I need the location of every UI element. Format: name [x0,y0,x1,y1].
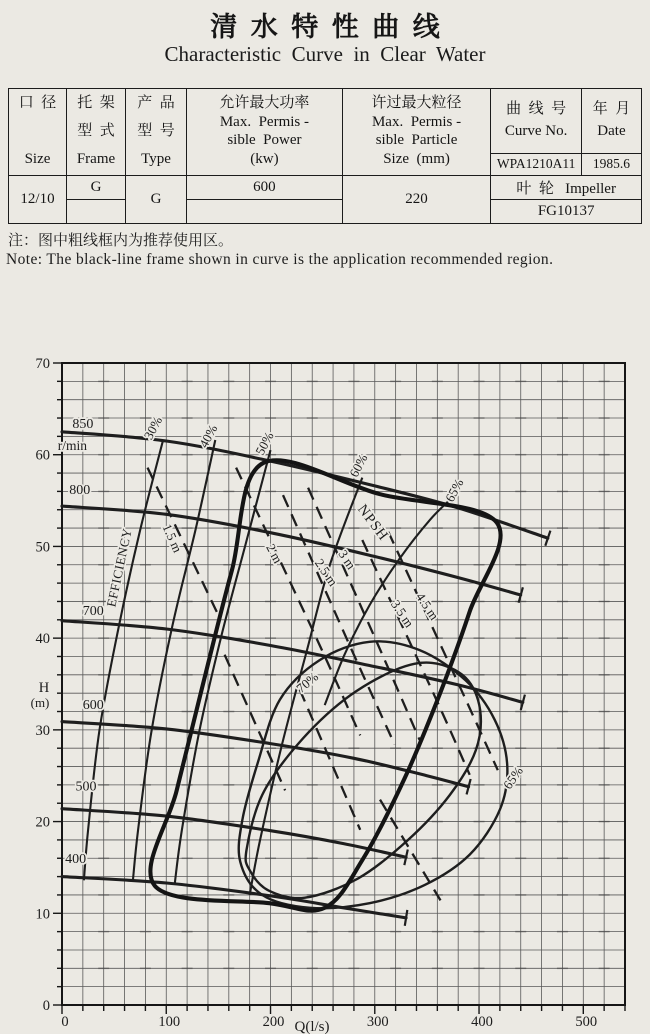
header-curve-no [491,89,582,154]
spec-table [8,88,642,224]
note-chinese: 注：图中粗线框内为推荐使用区。 [8,233,234,249]
speed-label-800: 800 [69,483,91,499]
header-particle-en1: Max. Permis - [371,113,462,130]
page-title-chinese: 清 水 特 性 曲 线 [210,12,440,42]
y-tick-label: 50 [35,539,50,556]
x-tick-label: 300 [366,1014,389,1030]
y-tick-label: 40 [35,631,50,648]
header-type [126,89,187,176]
power-value-empty [187,200,343,224]
efficiency-label-6: 65% [499,763,526,792]
header-frame-zh1: 托 架 [77,95,115,111]
header-frame-en: Frame [76,151,116,167]
type-value: G [126,176,187,224]
npsh-value-label-2: 2.5 m [311,555,341,589]
header-type-zh2: 型 号 [137,123,175,139]
speed-curve-600 [62,722,469,787]
x-tick-label: 0 [61,1014,69,1030]
speed-label-600: 600 [82,697,104,713]
header-frame [67,89,126,176]
y-tick-label: 10 [35,906,50,923]
date-value: 1985.6 [581,153,641,175]
header-power-zh: 允许最大功率 [219,95,310,111]
efficiency-label-5: 70% [293,668,322,696]
speed-unit-label: r/min [57,438,88,454]
frame-value-empty [67,200,126,224]
npsh-value-label-1: 2 m [263,541,286,566]
header-date [581,89,641,154]
note-english: Note: The black-line frame shown in curve is the application recommended region. [6,251,554,268]
particle-value: 220 [342,176,491,224]
y-axis-label-unit: (m) [30,695,50,710]
page-title-english: Characteristic Curve in Clear Water [164,42,486,66]
header-size-zh: 口 径 [18,95,57,111]
impeller-value: FG10137 [491,200,642,224]
header-size [9,89,67,176]
npsh-value-label-3: 3 m [335,547,360,572]
header-frame-zh2: 型 式 [77,123,115,139]
curve-end-tick [405,910,408,926]
speed-curve-400 [62,877,406,918]
power-value: 600 [187,176,343,200]
speed-label-850: 850 [72,417,94,433]
header-particle-zh: 许过最大粒径 [371,95,462,111]
curve-labels [58,414,526,867]
y-tick-label: 20 [35,814,50,831]
npsh-value-label-0: 1.5 m [159,521,186,555]
impeller-row [491,176,642,200]
x-tick-label: 100 [158,1014,181,1030]
header-date-en: Date [597,122,626,139]
x-tick-label: 500 [575,1014,598,1030]
characteristic-curve-chart [0,340,650,1034]
x-axis-label: Q(l/s) [294,1019,330,1034]
impeller-en: Impeller [565,181,616,197]
size-value: 12/10 [9,176,67,224]
y-tick-label: 70 [35,356,50,372]
curve-no-value: WPA1210A11 [491,153,582,175]
efficiency-label-2: 50% [252,429,277,458]
header-size-en: Size [24,151,51,167]
header-power [187,89,343,176]
efficiency-label-3: 60% [346,451,371,480]
header-particle [342,89,491,176]
npsh-line-5 [388,532,498,770]
header-power-en3: (kw) [250,150,279,167]
speed-label-700: 700 [82,604,104,620]
x-tick-label: 400 [471,1014,493,1030]
npsh-value-label-4: 3.5 m [388,597,418,631]
y-axis-label: H [38,680,50,696]
y-tick-label: 60 [35,447,50,464]
header-type-zh1: 产 品 [137,95,175,111]
frame-value: G [67,176,126,200]
speed-label-400: 400 [65,851,87,867]
header-particle-en2: sible Particle [375,132,458,149]
header-curve-no-en: Curve No. [504,122,568,139]
header-particle-en3: Size (mm) [383,150,450,167]
npsh-title: NPSH [354,501,392,545]
impeller-zh: 叶 轮 [516,181,554,197]
y-tick-label: 30 [35,722,50,739]
y-tick-label: 0 [42,998,50,1014]
header-power-en2: sible Power [227,132,302,149]
efficiency-label-4: 65% [442,476,467,505]
header-curve-no-zh: 曲 线 号 [506,100,567,117]
efficiency-title: EFFICIENCY [103,526,135,609]
speed-label-500: 500 [75,779,97,795]
efficiency-label-1: 40% [195,422,221,451]
header-type-en: Type [141,151,171,167]
efficiency-label-0: 30% [140,413,166,442]
npsh-value-label-5: 4.5 m [413,589,443,623]
header-date-zh: 年 月 [592,100,631,117]
header-power-en1: Max. Permis - [219,113,309,130]
x-tick-label: 200 [262,1014,285,1030]
speed-curve-850 [62,432,548,538]
